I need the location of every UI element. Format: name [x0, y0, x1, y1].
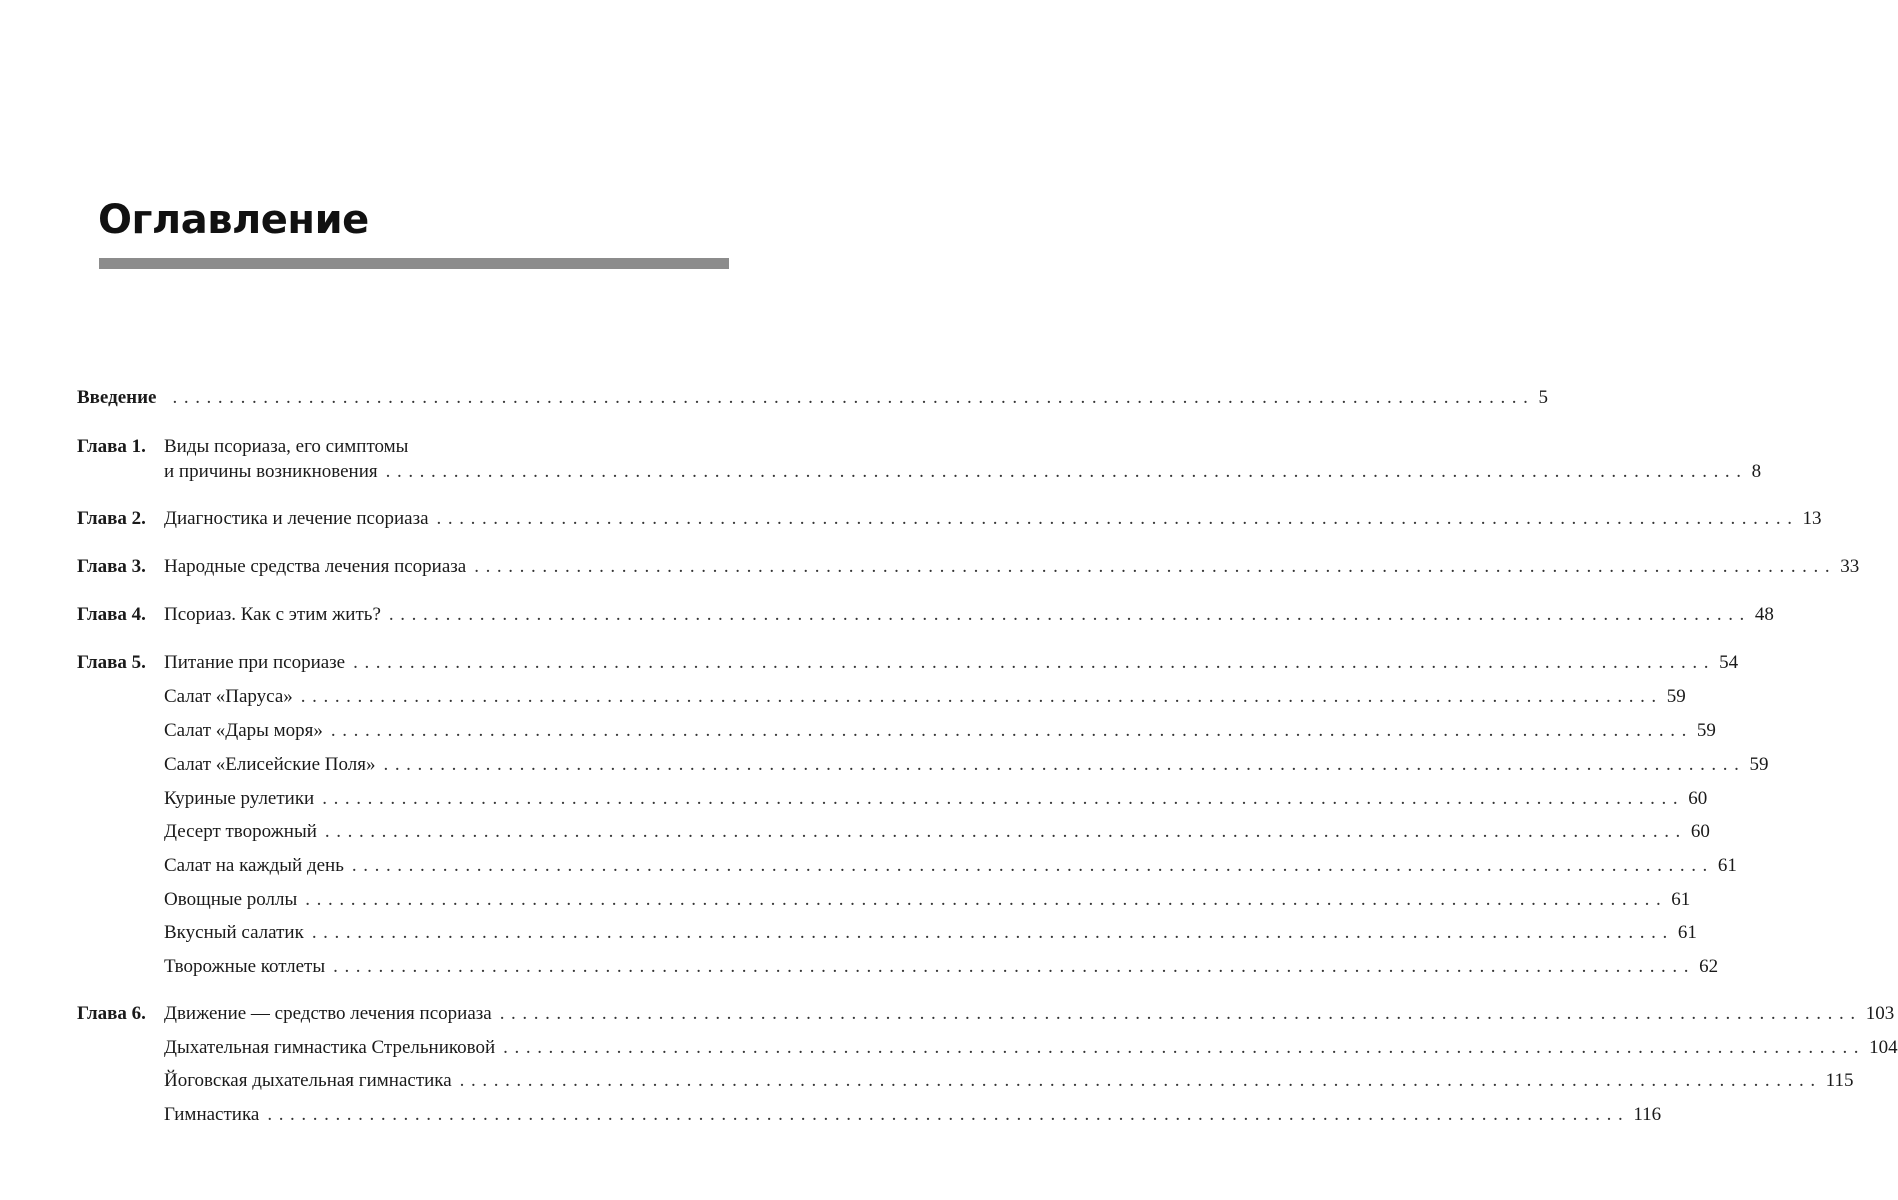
toc-page-number: 54	[1719, 652, 1739, 673]
toc-page-number: 33	[1840, 556, 1860, 577]
toc-subentry[interactable]	[77, 919, 1697, 947]
toc-subentry[interactable]	[77, 785, 1708, 813]
toc-title: Движение — средство лечения псориаза	[164, 1003, 492, 1024]
page-title: Оглавление	[98, 197, 369, 243]
toc-subentry[interactable]	[77, 683, 1686, 711]
toc-page-number: 61	[1671, 889, 1691, 910]
toc-page-number: 13	[1802, 508, 1822, 529]
toc-page-number: 62	[1699, 956, 1719, 977]
toc-title: Йоговская дыхательная гимнастика	[164, 1070, 452, 1091]
leader-dots: ........................................................................................................................	[474, 556, 1837, 577]
toc-entry-chapter-3[interactable]	[77, 553, 1860, 581]
toc-entry-chapter-1-line1[interactable]	[77, 433, 730, 461]
toc-label: Введение	[77, 387, 157, 408]
leader-dots: ........................................................................................................................	[436, 508, 1799, 529]
toc-label: Глава 5.	[77, 652, 146, 673]
leader-dots: ........................................................................................................................	[305, 889, 1668, 910]
toc-page-number: 115	[1825, 1070, 1854, 1091]
leader-dots: ........................................................................................................................	[330, 720, 1693, 741]
toc-label: Глава 4.	[77, 604, 146, 625]
toc-page-number: 60	[1690, 821, 1710, 842]
leader-dots: ........................................................................................................................	[172, 387, 1535, 408]
toc-page-number: 104	[1869, 1037, 1898, 1058]
leader-dots: ........................................................................................................................	[388, 604, 1751, 625]
toc-page-number: 48	[1754, 604, 1774, 625]
toc-page-number: 59	[1749, 754, 1769, 775]
toc-title: Дыхательная гимнастика Стрельниковой	[164, 1037, 496, 1058]
leader-dots: ........................................................................................................................	[311, 922, 1674, 943]
toc-subentry[interactable]	[77, 1101, 1662, 1129]
toc-entry-chapter-5[interactable]	[77, 649, 1739, 677]
toc-label: Глава 3.	[77, 556, 146, 577]
toc-subentry[interactable]	[77, 886, 1691, 914]
toc-label: Глава 1.	[77, 436, 146, 457]
toc-title: Виды псориаза, его симптомы	[164, 436, 409, 457]
toc-subentry[interactable]	[77, 1067, 1854, 1095]
toc-entry-chapter-2[interactable]	[77, 505, 1822, 533]
leader-dots: ........................................................................................................................	[459, 1070, 1822, 1091]
toc-title: Псориаз. Как с этим жить?	[164, 604, 381, 625]
toc-title: Овощные роллы	[164, 889, 298, 910]
toc-title: Салат «Елисейские Поля»	[164, 754, 376, 775]
toc-subentry[interactable]	[77, 852, 1737, 880]
toc-title: Куриные рулетики	[164, 788, 315, 809]
toc-title: Питание при псориазе	[164, 652, 346, 673]
toc-entry-intro[interactable]	[77, 384, 1548, 412]
toc-subentry[interactable]	[77, 818, 1710, 846]
toc-title: Народные средства лечения псориаза	[164, 556, 467, 577]
leader-dots: ........................................................................................................................	[267, 1104, 1630, 1125]
toc-title: Диагностика и лечение псориаза	[164, 508, 429, 529]
toc-subentry[interactable]	[77, 1034, 1898, 1062]
toc-title: Салат «Паруса»	[164, 686, 293, 707]
toc-page-number: 8	[1751, 461, 1762, 482]
toc-page-number: 61	[1717, 855, 1737, 876]
toc-title: Салат «Дары моря»	[164, 720, 323, 741]
toc-title: Десерт творожный	[164, 821, 317, 842]
toc-entry-chapter-1[interactable]	[77, 458, 1762, 486]
leader-dots: ........................................................................................................................	[300, 686, 1663, 707]
toc-page-number: 5	[1538, 387, 1548, 408]
toc-title: Вкусный салатик	[164, 922, 304, 943]
toc-page-number: 103	[1865, 1003, 1895, 1024]
leader-dots: ........................................................................................................................	[353, 652, 1716, 673]
toc-title: Гимнастика	[164, 1104, 260, 1125]
leader-dots: ........................................................................................................................	[351, 855, 1714, 876]
leader-dots: ........................................................................................................................	[503, 1037, 1866, 1058]
toc-subentry[interactable]	[77, 953, 1719, 981]
toc-title: Салат на каждый день	[164, 855, 344, 876]
leader-dots: ........................................................................................................................	[333, 956, 1696, 977]
toc-title: и причины возникновения	[164, 461, 378, 482]
toc-page-number: 116	[1633, 1104, 1662, 1125]
toc-page-number: 61	[1677, 922, 1697, 943]
toc-entry-chapter-4[interactable]	[77, 601, 1774, 629]
leader-dots: ........................................................................................................................	[385, 461, 1748, 482]
toc-entry-chapter-6[interactable]	[77, 1000, 1895, 1028]
leader-dots: ........................................................................................................................	[324, 821, 1687, 842]
title-underline	[99, 258, 729, 269]
toc-label: Глава 2.	[77, 508, 146, 529]
leader-dots: ........................................................................................................................	[322, 788, 1685, 809]
toc-title: Творожные котлеты	[164, 956, 326, 977]
toc-page-number: 59	[1666, 686, 1686, 707]
toc-page-number: 60	[1688, 788, 1708, 809]
toc-page-number: 59	[1696, 720, 1716, 741]
leader-dots: ........................................................................................................................	[499, 1003, 1862, 1024]
toc-subentry[interactable]	[77, 751, 1769, 779]
toc-label: Глава 6.	[77, 1003, 146, 1024]
leader-dots: ........................................................................................................................	[383, 754, 1746, 775]
toc-subentry[interactable]	[77, 717, 1716, 745]
